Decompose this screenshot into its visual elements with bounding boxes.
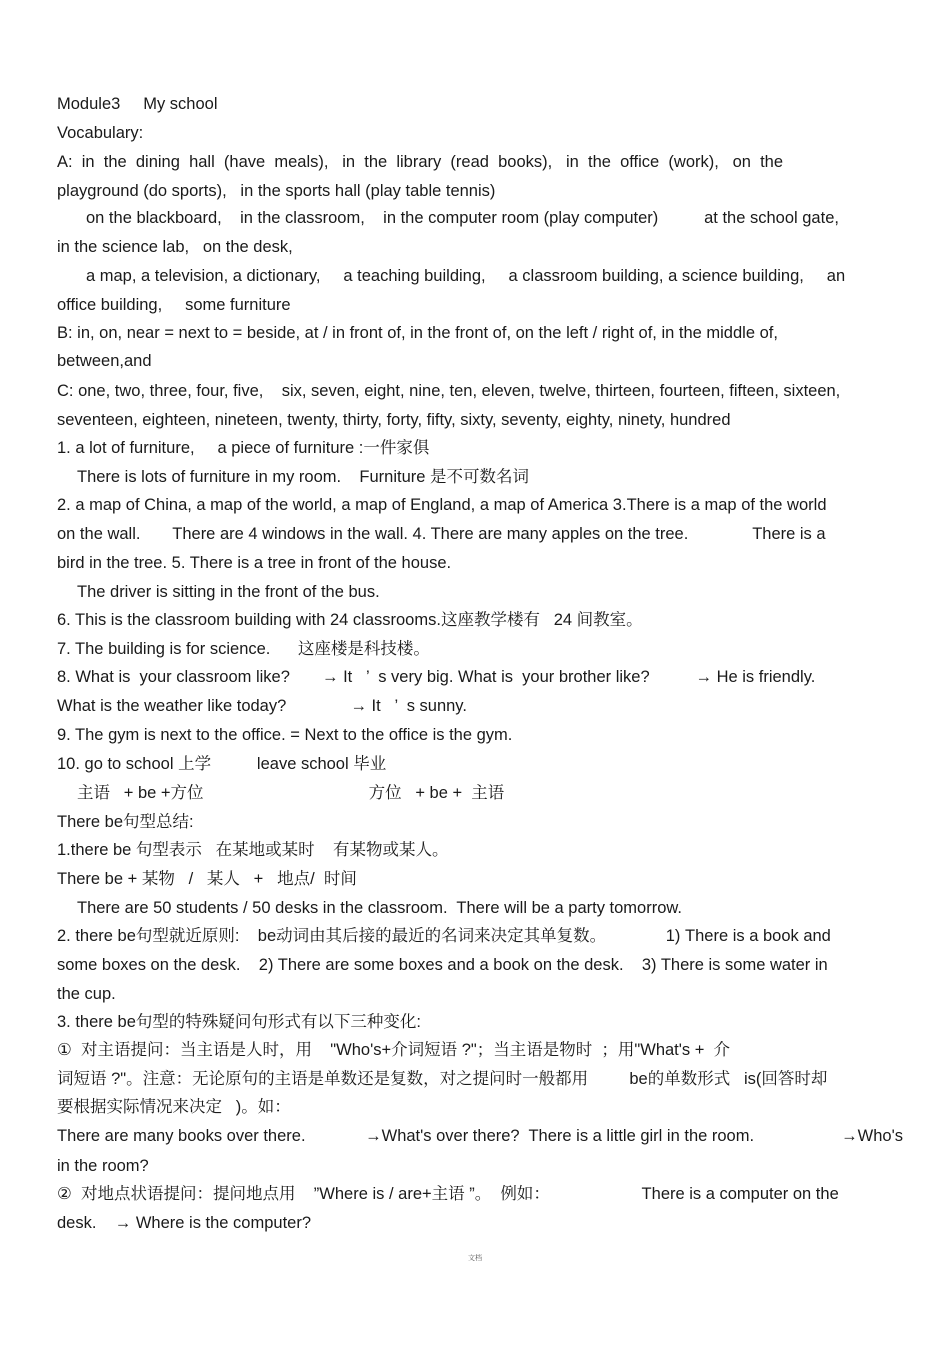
text-line: 10. go to school 上学 leave school 毕业	[57, 755, 387, 773]
module-title: Module3 My school	[57, 95, 218, 113]
text-line: 1.there be 句型表示 在某地或某时 有某物或某人。	[57, 841, 449, 859]
text-line: What is the weather like today? → It ’ s sunny.	[57, 697, 467, 715]
text-line: 要根据实际情况来决定 )。如：	[57, 1098, 291, 1116]
text-line: desk. → Where is the computer?	[57, 1214, 312, 1232]
text-line: bird in the tree. 5. There is a tree in front of the house.	[57, 554, 452, 572]
text-line: 2. there be句型就近原则: be动词由其后接的最近的名词来决定其单复数。 1) There is a book and	[57, 927, 831, 945]
text-line: 7. The building is for science. 这座楼是科技楼。	[57, 640, 430, 658]
text-line: between,and	[57, 352, 152, 370]
text-line: 6. This is the classroom building with 24 classrooms.这座教学楼有 24 间教室。	[57, 611, 643, 629]
text-line: A: in the dining hall (have meals), in the library (read books), in the office (work), on the	[57, 153, 784, 171]
text-line: the cup.	[57, 985, 116, 1003]
text-line: 9. The gym is next to the office. = Next to the office is the gym.	[57, 726, 513, 744]
text-line: 词短语 ?"。注意：无论原句的主语是单数还是复数，对之提问时一般都用 be的单数形式 is(回答时却	[57, 1070, 828, 1088]
text-line: 3. there be句型的特殊疑问句形式有以下三种变化:	[57, 1013, 421, 1031]
text-line: on the blackboard, in the classroom, in the computer room (play computer) at the school gate,	[86, 209, 839, 227]
text-line: some boxes on the desk. 2) There are some boxes and a book on the desk. 3) There is some water in	[57, 956, 828, 974]
text-line: 主语 + be +方位 方位 + be + 主语	[77, 784, 505, 802]
text-line: There are many books over there. →What's over there? There is a little girl in the room. →Who's	[57, 1127, 903, 1145]
text-line: There be + 某物 / 某人 + 地点/ 时间	[57, 870, 357, 888]
text-line: on the wall. There are 4 windows in the wall. 4. There are many apples on the tree. There is a	[57, 525, 826, 543]
text-line: The driver is sitting in the front of the bus.	[77, 583, 380, 601]
text-line: C: one, two, three, four, five, six, seven, eight, nine, ten, eleven, twelve, thirteen, fourteen, fifteen, sixteen,	[57, 382, 841, 400]
text-line: in the room?	[57, 1157, 149, 1175]
text-line: office building, some furniture	[57, 296, 291, 314]
text-line: There be句型总结:	[57, 813, 194, 831]
text-line: 8. What is your classroom like? → It ’ s very big. What is your brother like? → He is friendly.	[57, 668, 816, 686]
vocabulary-heading: Vocabulary:	[57, 124, 144, 142]
text-line: playground (do sports), in the sports hall (play table tennis)	[57, 182, 496, 200]
text-line: a map, a television, a dictionary, a teaching building, a classroom building, a science building, an	[86, 267, 846, 285]
text-line: 2. a map of China, a map of the world, a map of England, a map of America 3.There is a map of the world	[57, 496, 827, 514]
text-line: There are 50 students / 50 desks in the classroom. There will be a party tomorrow.	[77, 899, 682, 917]
page-footer: 文档	[468, 1255, 482, 1262]
text-line: B: in, on, near = next to = beside, at / in front of, in the front of, on the left / right of, in the middle of,	[57, 324, 778, 342]
text-line: There is lots of furniture in my room. Furniture 是不可数名词	[77, 468, 530, 486]
text-line: in the science lab, on the desk,	[57, 238, 293, 256]
text-line: seventeen, eighteen, nineteen, twenty, thirty, forty, fifty, sixty, seventy, eighty, ninety, hundred	[57, 411, 731, 429]
text-line: ① 对主语提问：当主语是人时，用 "Who's+介词短语 ?"；当主语是物时 ；用"What's + 介	[57, 1041, 731, 1059]
text-line: 1. a lot of furniture, a piece of furniture :一件家俱	[57, 439, 430, 457]
text-line: ② 对地点状语提问：提问地点用 ”Where is / are+主语 ”。 例如： There is a computer on the	[57, 1185, 839, 1203]
